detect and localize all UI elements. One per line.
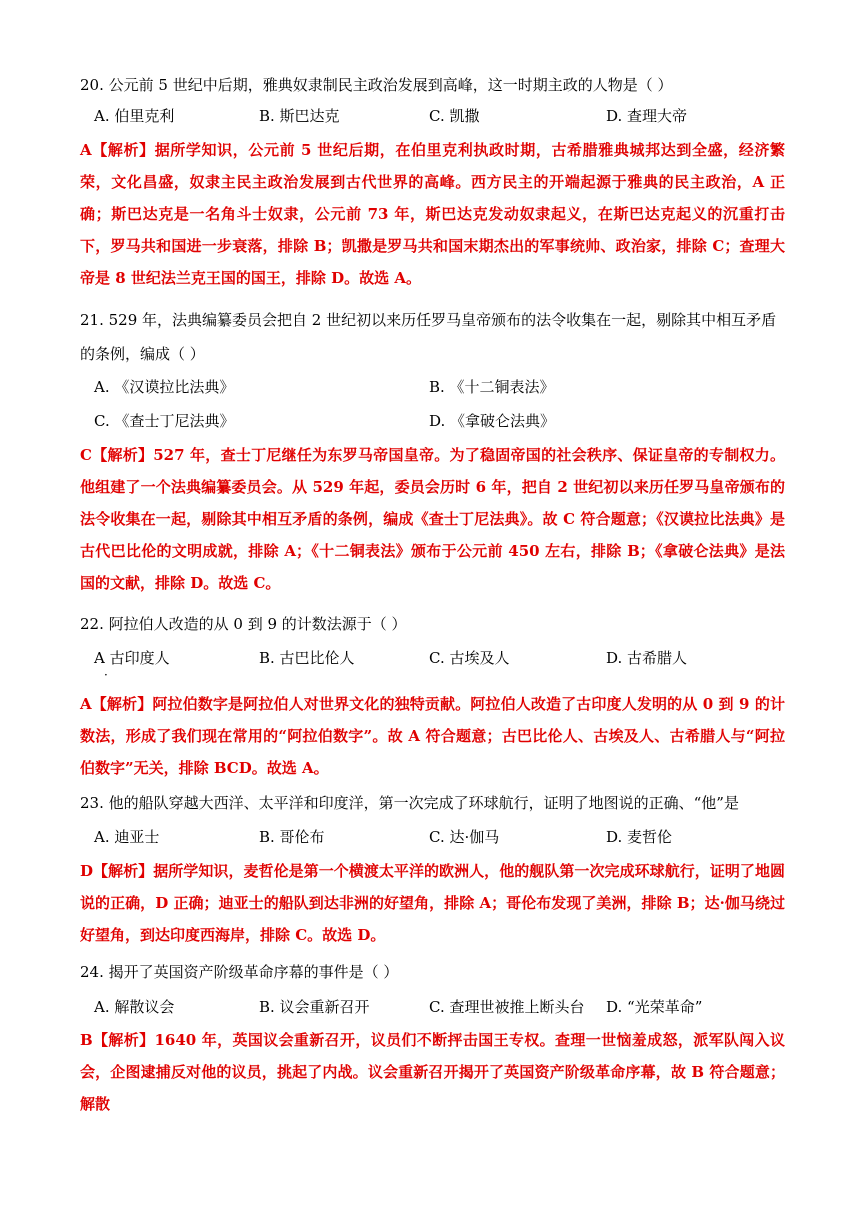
option-a: A. 伯里克利 — [94, 107, 175, 125]
question-24-options — [94, 990, 794, 1024]
question-20-analysis: A【解析】据所学知识，公元前 5 世纪后期，在伯里克利执政时期，古希腊雅典城邦达到全盛，经济繁荣，文化昌盛，奴隶主民主政治发展到古代世界的高峰。西方民主的开端起源于雅典的民主政治，A 正确；斯巴达克是一名角斗士奴隶，公元前 73 年，斯巴达克发动奴隶起义，在斯巴达克起义的沉重打击下，罗马共和国进一步衰落，排除 B；凯撒是罗马共和国末期杰出的军事统帅、政治家，排除 C；查理大帝是 8 世纪法兰克王国的国王，排除 D。故选 A。 — [80, 141, 785, 287]
question-23-stem: 23. 他的船队穿越大西洋、太平洋和印度洋，第一次完成了环球航行，证明了地图说的正确、“他”是 — [80, 794, 739, 812]
option-b: B. 斯巴达克 — [259, 107, 340, 125]
option-b: B. 议会重新召开 — [259, 998, 370, 1016]
stray-dot-mark: · — [104, 668, 108, 682]
question-21-stem: 21. 529 年，法典编纂委员会把自 2 世纪初以来历任罗马皇帝颁布的法令收集在一起，剔除其中相互矛盾的条例，编成（ ） — [80, 311, 777, 363]
question-20-options — [94, 99, 794, 133]
option-a: A. 解散议会 — [94, 998, 175, 1016]
question-21-options-row1 — [94, 370, 794, 404]
option-d: D. 麦哲伦 — [606, 828, 673, 846]
option-a: A. 《汉谟拉比法典》 — [94, 378, 235, 396]
option-a: A 古印度人 — [94, 649, 170, 667]
question-24-stem: 24. 揭开了英国资产阶级革命序幕的事件是（ ） — [80, 963, 399, 981]
question-22-options — [94, 641, 794, 675]
option-d: D. 查理大帝 — [606, 107, 688, 125]
question-22-stem: 22. 阿拉伯人改造的从 0 到 9 的计数法源于（ ） — [80, 615, 407, 633]
option-b: B. 古巴比伦人 — [259, 649, 355, 667]
option-d: D. 《拿破仑法典》 — [429, 412, 556, 430]
option-c: C. 古埃及人 — [429, 649, 510, 667]
question-23-options — [94, 820, 794, 854]
question-24-analysis: B【解析】1640 年，英国议会重新召开，议员们不断抨击国王专权。查理一世恼羞成怒，派军队闯入议会，企图逮捕反对他的议员，挑起了内战。议会重新召开揭开了英国资产阶级革命序幕，故 B 符合题意；解散 — [80, 1031, 785, 1113]
question-22-analysis: A【解析】阿拉伯数字是阿拉伯人对世界文化的独特贡献。阿拉伯人改造了古印度人发明的从 0 到 9 的计数法，形成了我们现在常用的“阿拉伯数字”。故 A 符合题意；古巴比伦人、古埃及人、古希腊人与“阿拉伯数字”无关，排除 BCD。故选 A。 — [80, 695, 785, 777]
question-20-stem: 20. 公元前 5 世纪中后期，雅典奴隶制民主政治发展到高峰，这一时期主政的人物是（ ） — [80, 76, 673, 94]
question-21-options-row2 — [94, 404, 794, 438]
option-c: C. 达·伽马 — [429, 828, 500, 846]
option-d: D. “光荣革命” — [606, 998, 703, 1016]
option-c: C. 查理世被推上断头台 — [429, 998, 585, 1016]
option-b: B. 《十二铜表法》 — [429, 378, 555, 396]
option-c: C. 《查士丁尼法典》 — [94, 412, 235, 430]
option-c: C. 凯撒 — [429, 107, 480, 125]
question-23-analysis: D【解析】据所学知识，麦哲伦是第一个横渡太平洋的欧洲人，他的舰队第一次完成环球航行，证明了地圆说的正确，D 正确；迪亚士的船队到达非洲的好望角，排除 A；哥伦布发现了美洲，排除 B；达·伽马绕过好望角，到达印度西海岸，排除 C。故选 D。 — [80, 862, 785, 944]
option-b: B. 哥伦布 — [259, 828, 325, 846]
option-d: D. 古希腊人 — [606, 649, 688, 667]
question-21-analysis: C【解析】527 年，查士丁尼继任为东罗马帝国皇帝。为了稳固帝国的社会秩序、保证皇帝的专制权力。他组建了一个法典编纂委员会。从 529 年起，委员会历时 6 年，把自 2 世纪初以来历任罗马皇帝颁布的法令收集在一起，剔除其中相互矛盾的条例，编成《查士丁尼法典》。故 C 符合题意；《汉谟拉比法典》是古代巴比伦的文明成就，排除 A；《十二铜表法》颁布于公元前 450 左右，排除 B；《拿破仑法典》是法国的文献，排除 D。故选 C。 — [80, 446, 785, 592]
option-a: A. 迪亚士 — [94, 828, 160, 846]
